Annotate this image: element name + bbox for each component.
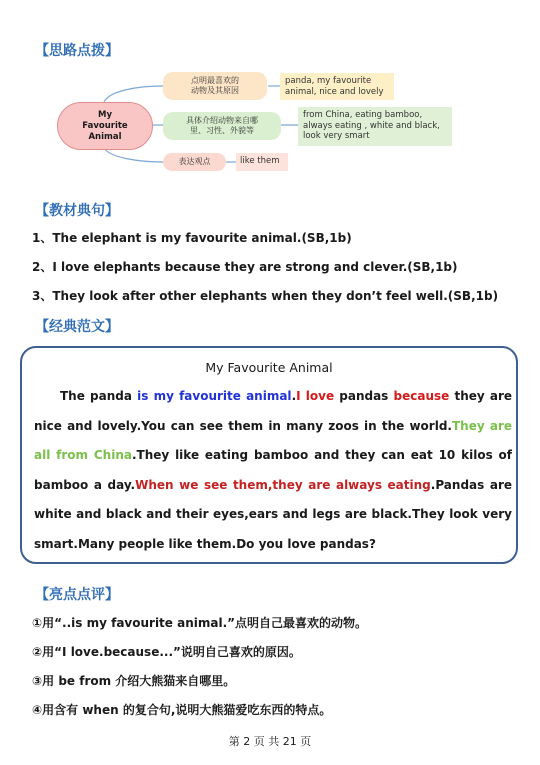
section-title-model-essay: 【经典范文】 [35, 319, 119, 335]
essay-text-3: pandas [334, 389, 394, 403]
essay-body [34, 382, 512, 559]
mindmap-leaf-2: from China, eating bamboo, always eating , white and black, look very smart [298, 107, 452, 146]
highlight-point-4: ④用含有 when 的复合句,说明大熊猫爱吃东西的特点。 [32, 703, 332, 717]
essay-title: My Favourite Animal [205, 360, 333, 375]
mindmap-leaf-1: panda, my favourite animal, nice and lovely [280, 73, 394, 100]
highlight-point-2: ②用“I love.because...”说明自己喜欢的原因。 [32, 645, 301, 659]
essay-highlight-because: because [393, 389, 450, 403]
essay-text-4: they are nice and lovely.You can see them in many zoos in the world. [34, 389, 513, 433]
essay-highlight-i-love: I love [296, 389, 335, 403]
essay-highlight-favourite: is my favourite animal [137, 389, 292, 403]
mindmap-center-node: My Favourite Animal [57, 102, 153, 150]
essay-text-5: .They like eating bamboo and they can eat 10 kilos of bamboo a day. [34, 448, 512, 492]
mindmap-branch-2: 具体介绍动物来自哪 里、习性、外貌等 [163, 112, 281, 140]
mindmap-branch-3: 表达观点 [163, 153, 226, 171]
highlight-point-1: ①用“..is my favourite animal.”点明自己最喜欢的动物。 [32, 616, 368, 630]
essay-text-6: .Pandas are white and black and their eyes,ears and legs are black.They look very smart.Many people like them.Do you love pandas? [34, 477, 512, 551]
section-title-highlights: 【亮点点评】 [35, 587, 119, 603]
essay-box [20, 346, 518, 564]
mindmap-branch-1: 点明最喜欢的 动物及其原因 [163, 72, 267, 100]
sentence-1: 1、The elephant is my favourite animal.(SB,1b) [32, 231, 352, 245]
essay-highlight-from-china: They are all from China [34, 418, 512, 462]
essay-text-1: The panda [60, 389, 138, 403]
section-title-textbook-sentences: 【教材典句】 [35, 203, 119, 219]
highlight-point-3: ③用 be from 介绍大熊猫来自哪里。 [32, 674, 236, 688]
essay-text-2: . [291, 389, 297, 403]
mind-map [0, 0, 540, 200]
section-title-ideas: 【思路点拨】 [35, 43, 119, 59]
page-footer: 第 2 页 共 21 页 [228, 735, 312, 748]
sentence-2: 2、I love elephants because they are strong and clever.(SB,1b) [32, 260, 458, 274]
essay-highlight-when: When we see them,they are always eating [135, 477, 431, 492]
sentence-3: 3、They look after other elephants when they don’t feel well.(SB,1b) [32, 289, 499, 303]
mindmap-leaf-3: like them [236, 153, 288, 171]
